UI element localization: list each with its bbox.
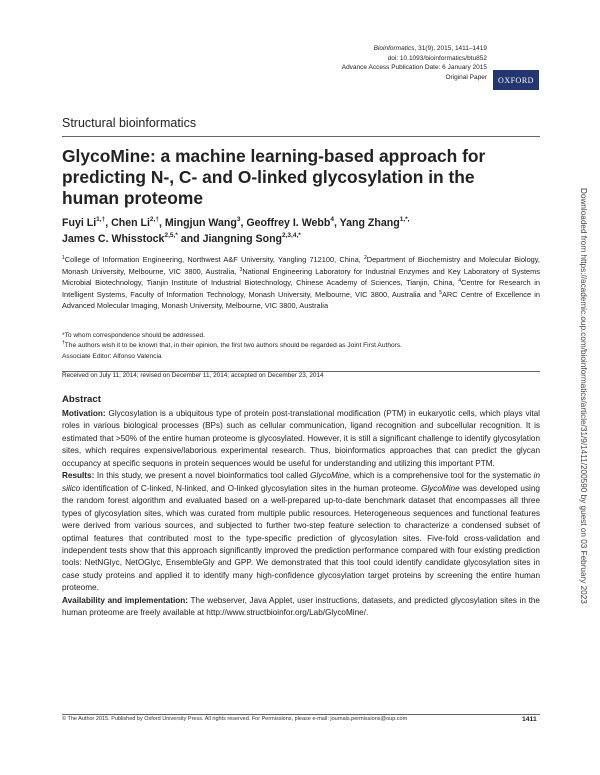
affiliations (62, 254, 540, 312)
author-affiliation-mark: 2,† (149, 216, 159, 223)
abstract-body (62, 408, 540, 620)
author-name: Jiangning Song (202, 233, 283, 245)
copyright-notice: © The Author 2015. Published by Oxford University Press. All rights reserved. For Permissions, please e-mail: journals.permissions@oup.com (62, 716, 408, 722)
motivation-label: Motivation: (62, 409, 106, 418)
corresponding-mark: * (298, 232, 301, 239)
footer-divider (62, 714, 540, 715)
author-name: Mingjun Wang (164, 217, 237, 229)
advance-access-date: Advance Access Publication Date: 6 January 2015 (341, 64, 487, 72)
journal-citation: , 31(9), 2015, 1411–1419 (414, 45, 487, 52)
author-affiliation-mark: 4 (330, 216, 334, 223)
results-text: , which is a comprehensive tool for the systematic (348, 471, 532, 481)
affiliation-text: College of Information Engineering, Northwest A&F University, Yangling 712100, China, (64, 255, 364, 264)
author-affiliation-mark: 1, (399, 216, 406, 223)
journal-citation-line (342, 44, 487, 54)
availability-paragraph (62, 595, 540, 620)
author-affiliation-mark: 2,3,4, (282, 232, 299, 239)
author-affiliation-mark: 1,† (96, 216, 106, 223)
author-name: Geoffrey I. Webb (246, 217, 331, 229)
affiliation-text: Department of Biochemistry and Molecular Biology, Monash University, Melbourne, VIC 3800, Australia, (62, 255, 540, 276)
page-number: 1411 (522, 716, 537, 723)
author-name: Fuyi Li (62, 217, 97, 229)
author-affiliation-mark: 2,5, (164, 232, 176, 239)
results-text: In this study, we present a novel bioinformatics tool called (96, 471, 308, 481)
joint-first-text: The authors wish it to be known that, in their opinion, the first two authors should be regarded as Joint First Authors. (64, 342, 402, 350)
affiliation-number: 1 (62, 255, 65, 261)
results-label: Results: (62, 471, 95, 481)
dagger-mark: † (62, 340, 65, 347)
oxford-logo: OXFORD (493, 70, 539, 90)
in-silico: in silico (62, 471, 541, 493)
results-text: identification of C-linked, N-linked, and O-linked glycosylation sites in the human proteome. (83, 483, 419, 493)
availability-text[interactable]: The webserver, Java Applet, user instructions, datasets, and predicted glycosylation sites in the human proteome are freely available at http://www.structbioinfor.org/Lab/GlycoMine/. (62, 595, 540, 618)
download-watermark (576, 188, 588, 604)
author-name: James C. Whisstock (62, 233, 165, 245)
journal-name: Bioinformatics (373, 45, 415, 52)
affiliation-text: Centre for Research in Intelligent Systems, Faculty of Information Technology, Monash University, Melbourne, VIC 3800, Australia and (62, 278, 540, 299)
motivation-paragraph (62, 408, 540, 470)
availability-label: Availability and implementation: (62, 595, 189, 605)
affiliation-text: National Engineering Laboratory for Industrial Enzymes and Key Laboratory of Systems Microbial Biotechnology, Tianjin Institute of Industrial Biotechnology, Chinese Academy of Sciences, Tianjin, China, (62, 266, 540, 288)
author-separator: , (158, 217, 165, 229)
received-dates: Received on July 11, 2014; revised on December 11, 2014; accepted on December 23, 2014 (62, 372, 324, 379)
affiliation-number: 4 (458, 278, 461, 285)
results-paragraph (62, 470, 540, 595)
section-label: Structural bioinformatics (62, 116, 197, 130)
author-separator: , (333, 217, 340, 229)
affiliation-number: 5 (439, 289, 442, 296)
tool-name: GlycoMine (420, 483, 460, 493)
journal-info (342, 44, 487, 82)
author-notes (62, 331, 540, 362)
download-watermark-text[interactable]: Downloaded from https://academic.oup.com/bioinformatics/article/31/9/1411/200590 by guest on 03 February 2023 (579, 188, 588, 604)
author-separator: , (105, 217, 112, 229)
corresponding-mark: *, (405, 216, 410, 223)
author-list (62, 215, 532, 247)
author-name: Chen Li (111, 217, 150, 229)
section-divider (62, 136, 540, 137)
author-name: Yang Zhang (339, 217, 400, 229)
results-text: was developed using the random forest algorithm and evaluated based on a well-prepared up-to-date benchmark dataset that encompasses all three types of glycosylation sites, which was curated from multiple public resources. Heterogeneous sequences and functional features were derived from various sources, and subjected to further two-step feature selection to characterize a condensed subset of optimal features that contributed most to the type-specific prediction of glycosylation sites. Five-fold cross-validation and independent tests show that this approach significantly improved the prediction performance compared with four existing prediction tools: NetNGlyc, NetOGlyc, EnsembleGly and GPP. We demonstrated that this tool could identify candidate glycosylation sites in case study proteins and applied it to identify many high-confidence glycosylation target proteins by screening the entire human proteome. (62, 483, 540, 593)
affiliation-number: 3 (239, 266, 243, 273)
author-separator: and (177, 233, 203, 245)
associate-editor: Associate Editor: Alfonso Valencia (62, 352, 162, 360)
doi[interactable]: doi: 10.1093/bioinformatics/btu852 (387, 54, 487, 62)
corresponding-mark: * (175, 232, 178, 239)
paper-type: Original Paper (445, 73, 487, 81)
correspondence-note: *To whom correspondence should be addressed. (62, 332, 205, 339)
affiliation-number: 2 (363, 255, 367, 261)
joint-first-note (62, 341, 540, 351)
article-title: GlycoMine: a machine learning-based approach for predicting N-, C- and O-linked glycosylation in the human proteome (62, 146, 486, 208)
affiliation-text: ARC Centre of Excellence in Advanced Molecular Imaging, Monash University, Melbourne, VIC 3800, Australia (62, 289, 540, 311)
author-separator: , (240, 217, 247, 229)
author-affiliation-mark: 3 (236, 216, 241, 223)
tool-name: GlycoMine (310, 471, 349, 481)
abstract-heading: Abstract (62, 394, 101, 405)
motivation-text: Glycosylation is a ubiquitous type of protein post-translational modification (PTM) in eukaryotic cells, which plays vital roles in various biological processes (BPs) such as cellular communication, ligand recognition and subcellular recognition. It is estimated that >50% of the entire human proteome is glycosylated. However, it is still a significant challenge to identify glycosylation sites, which requires expensive/laborious experimental research. Thus, bioinformatics approaches that can predict the glycan occupancy at specific sequons in protein sequences would be useful for understanding and utilizing this important PTM. (62, 409, 540, 468)
